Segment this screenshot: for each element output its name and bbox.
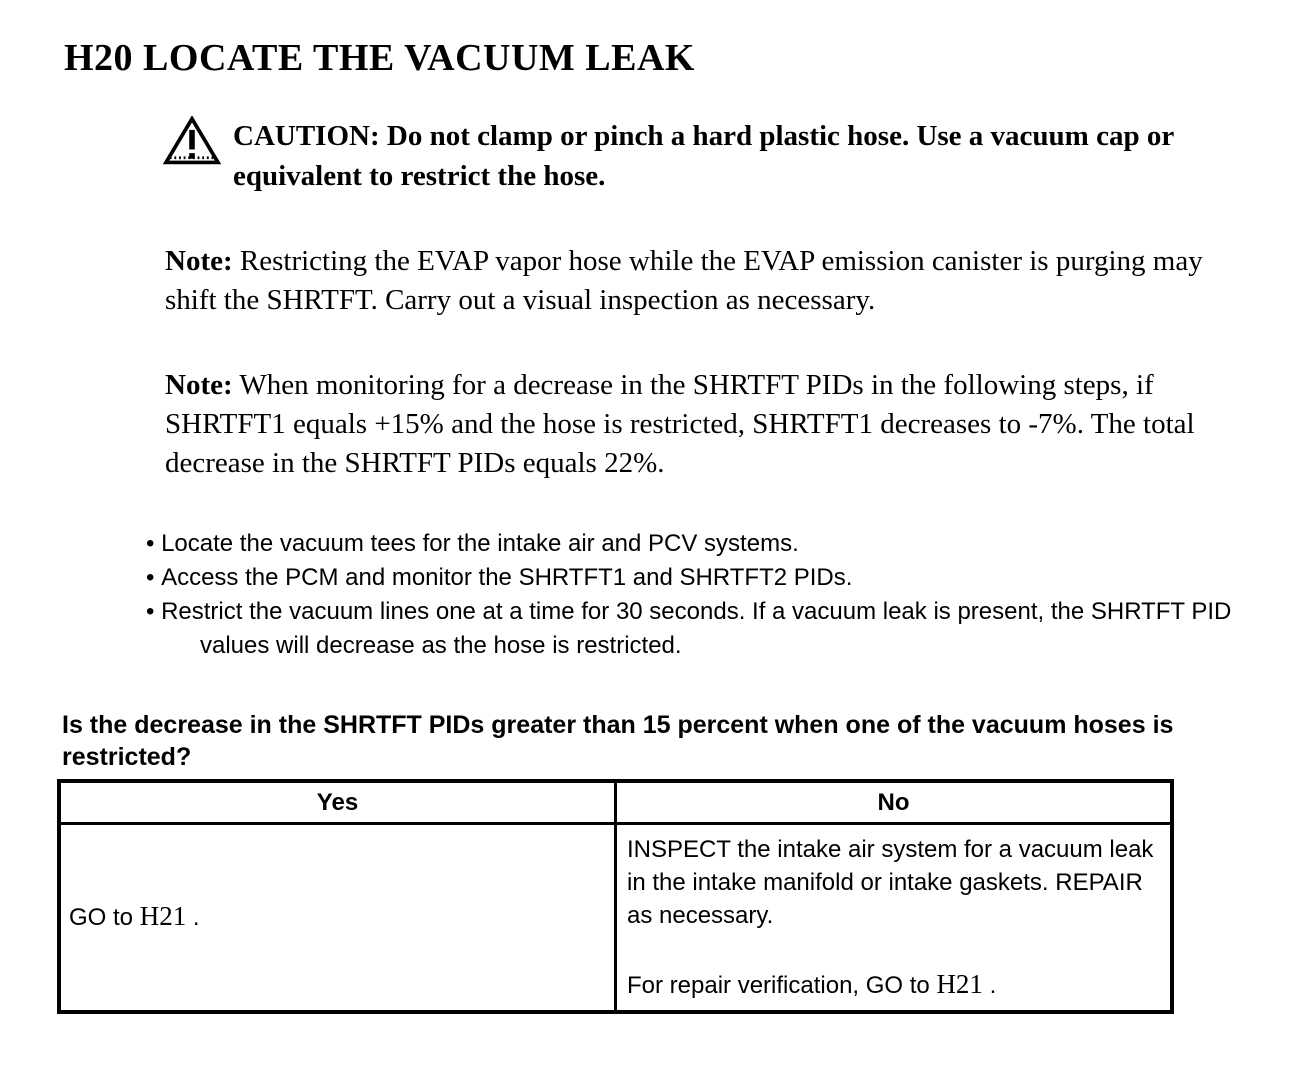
note-text: Restricting the EVAP vapor hose while the EVAP emission canister is purging may shift the SHRTFT. Carry out a visual inspection as necessary. (165, 245, 1203, 316)
list-item: • Access the PCM and monitor the SHRTFT1 and SHRTFT2 PIDs. (146, 561, 1238, 595)
question-text: Is the decrease in the SHRTFT PIDs greater than 15 percent when one of the vacuum hoses is restricted? (62, 711, 1174, 771)
answers-table (57, 779, 1174, 1014)
no-column-header: No (616, 781, 1173, 823)
list-item: • Restrict the vacuum lines one at a time for 30 seconds. If a vacuum leak is present, the SHRTFT PID values will decrease as the hose is restricted. (146, 595, 1238, 663)
caution-label: CAUTION: (233, 120, 380, 152)
caution-note (163, 116, 1222, 196)
no-cell (616, 823, 1173, 1012)
no-action-text: INSPECT the intake air system for a vacuum leak in the intake manifold or intake gaskets. REPAIR as necessary. (627, 835, 1154, 929)
document-page (0, 36, 1312, 1078)
note-paragraph (165, 366, 1232, 483)
note-paragraph (165, 242, 1205, 320)
no-verification-suffix: . (982, 971, 997, 999)
list-item: • Locate the vacuum tees for the intake air and PCV systems. (146, 527, 1238, 561)
note-label: Note: (165, 245, 233, 277)
warning-triangle-icon (163, 116, 221, 179)
caution-text: Do not clamp or pinch a hard plastic hose. Use a vacuum cap or equivalent to restrict the hose. (233, 120, 1174, 192)
h21-link[interactable]: H21 (936, 968, 983, 999)
h21-link[interactable]: H21 (139, 901, 187, 931)
yes-action-text: GO to (69, 904, 134, 931)
no-verification-text (627, 968, 1160, 1002)
yes-action-suffix: . (186, 904, 200, 931)
instructions-list (146, 527, 1238, 663)
table-row (59, 823, 1172, 1012)
note-label: Note: (165, 369, 233, 401)
note-text: When monitoring for a decrease in the SHRTFT PIDs in the following steps, if SHRTFT1 equals +15% and the hose is restricted, SHRTFT1 decreases to -7%. The total decrease in the SHRTFT PIDs equals 22%. (165, 369, 1195, 479)
page-title: H20 LOCATE THE VACUUM LEAK (64, 37, 695, 79)
no-verification-prefix: For repair verification, GO to (627, 971, 930, 999)
yes-cell (59, 823, 616, 1012)
yes-column-header: Yes (59, 781, 616, 823)
